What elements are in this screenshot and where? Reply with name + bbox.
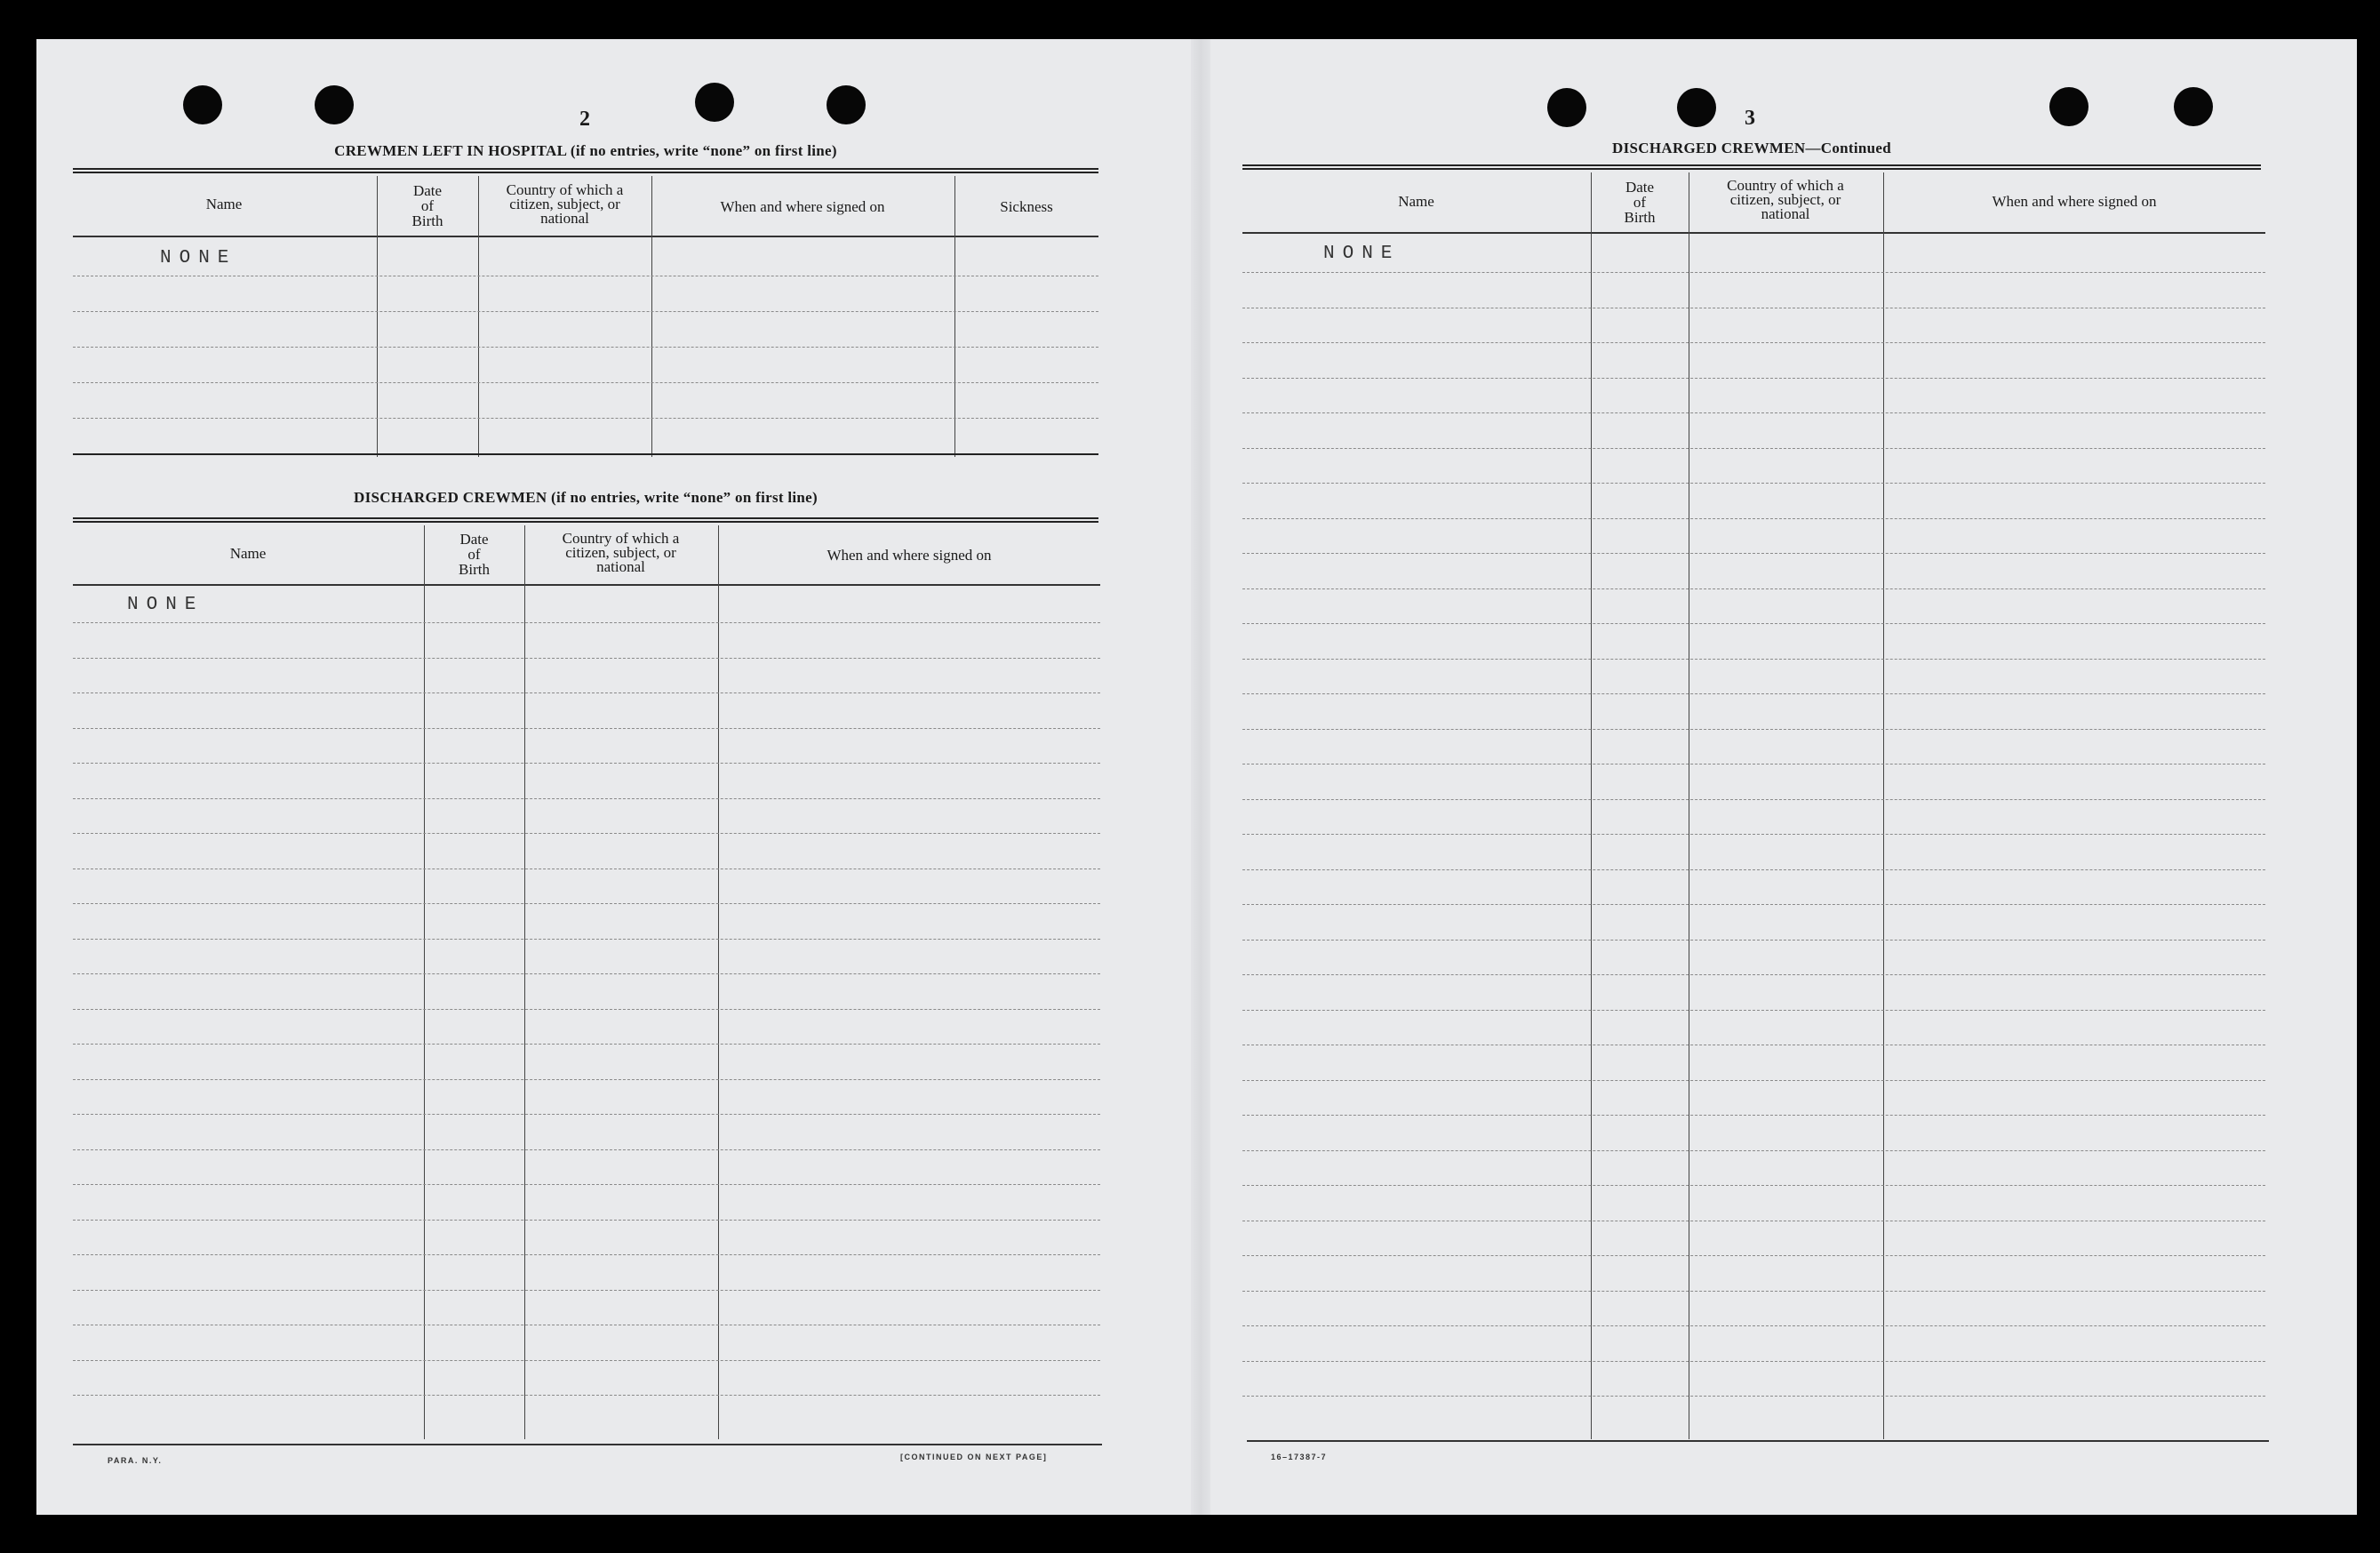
row-line bbox=[73, 1395, 1100, 1396]
row-line bbox=[1242, 1361, 2265, 1362]
right-bottom-rule bbox=[1247, 1440, 2269, 1442]
footer-printer: PARA. N.Y. bbox=[108, 1456, 163, 1465]
row-line bbox=[1242, 659, 2265, 660]
discharged-title-note: (if no entries, write “none” on first line) bbox=[551, 489, 818, 506]
row-line bbox=[1242, 272, 2265, 273]
hospital-col-sickness: Sickness bbox=[1000, 198, 1053, 215]
row-line bbox=[1242, 1291, 2265, 1292]
row-line bbox=[1242, 869, 2265, 870]
row-line bbox=[1242, 1150, 2265, 1151]
row-line bbox=[73, 658, 1100, 659]
hospital-header-top-rule bbox=[73, 168, 1098, 173]
hospital-row-line bbox=[73, 382, 1098, 383]
row-line bbox=[73, 692, 1100, 693]
row-line bbox=[73, 798, 1100, 799]
dob-line: Birth bbox=[411, 212, 443, 229]
dob-line: Date bbox=[412, 182, 443, 199]
discharged-section-title bbox=[73, 489, 1098, 507]
row-line bbox=[1242, 1325, 2265, 1326]
page-number-left: 2 bbox=[579, 108, 590, 131]
punch-hole bbox=[1547, 88, 1586, 127]
right-col-signed: When and where signed on bbox=[1992, 193, 2157, 210]
row-line bbox=[73, 1254, 1100, 1255]
row-line bbox=[73, 1360, 1100, 1361]
row-line bbox=[73, 903, 1100, 904]
discharged-col-dob bbox=[424, 532, 524, 577]
row-line bbox=[73, 728, 1100, 729]
hospital-entry-none: NONE bbox=[160, 248, 237, 268]
row-line bbox=[1242, 588, 2265, 589]
row-line bbox=[1242, 940, 2265, 941]
country-line: national bbox=[540, 210, 589, 227]
hospital-header-bottom-rule bbox=[73, 236, 1098, 237]
row-line bbox=[73, 1184, 1100, 1185]
row-line bbox=[1242, 623, 2265, 624]
row-line bbox=[1242, 693, 2265, 694]
right-header-bottom-rule bbox=[1242, 232, 2265, 234]
discharged-header-top-rule bbox=[73, 517, 1098, 523]
hospital-col-name: Name bbox=[205, 196, 243, 212]
right-col-divider bbox=[1591, 172, 1592, 1439]
right-entry-none: NONE bbox=[1323, 244, 1401, 264]
row-line bbox=[73, 1149, 1100, 1150]
row-line bbox=[73, 1290, 1100, 1291]
dob-line: of bbox=[420, 197, 435, 214]
hospital-title-text: CREWMEN LEFT IN HOSPITAL bbox=[334, 142, 567, 159]
discharged-header-bottom-rule bbox=[73, 584, 1100, 586]
country-line: citizen, subject, or bbox=[509, 196, 620, 212]
right-col-country bbox=[1689, 179, 1882, 221]
footer-continued: [CONTINUED ON NEXT PAGE] bbox=[900, 1453, 1048, 1461]
row-line bbox=[1242, 1080, 2265, 1081]
dob-line: Birth bbox=[459, 561, 490, 578]
right-col-dob bbox=[1591, 180, 1689, 225]
dob-line: Date bbox=[459, 531, 489, 548]
discharged-continued-title: DISCHARGED CREWMEN—Continued bbox=[1612, 140, 1891, 156]
hospital-row-line bbox=[73, 311, 1098, 312]
row-line bbox=[1242, 799, 2265, 800]
country-line: Country of which a bbox=[562, 530, 680, 547]
discharged-bottom-rule bbox=[73, 1444, 1102, 1445]
row-line bbox=[1242, 553, 2265, 554]
row-line bbox=[1242, 412, 2265, 413]
hospital-row-line bbox=[73, 347, 1098, 348]
hospital-row-line bbox=[73, 418, 1098, 419]
row-line bbox=[73, 939, 1100, 940]
row-line bbox=[1242, 518, 2265, 519]
country-line: citizen, subject, or bbox=[565, 544, 676, 561]
hospital-col-dob bbox=[377, 183, 478, 228]
punch-hole bbox=[2174, 87, 2213, 126]
row-line bbox=[73, 622, 1100, 623]
punch-hole bbox=[315, 85, 354, 124]
page-number-right: 3 bbox=[1745, 107, 1755, 130]
row-line bbox=[1242, 342, 2265, 343]
row-line bbox=[1242, 1185, 2265, 1186]
hospital-col-divider bbox=[651, 176, 652, 457]
discharged-col-divider bbox=[524, 525, 525, 1439]
row-line bbox=[73, 1009, 1100, 1010]
row-line bbox=[73, 973, 1100, 974]
row-line bbox=[73, 833, 1100, 834]
dob-line: of bbox=[467, 546, 481, 563]
row-line bbox=[1242, 729, 2265, 730]
row-line bbox=[1242, 1396, 2265, 1397]
discharged-col-divider bbox=[718, 525, 719, 1439]
punch-hole bbox=[2049, 87, 2088, 126]
punch-hole bbox=[1677, 88, 1716, 127]
discharged-entry-none: NONE bbox=[127, 595, 204, 615]
hospital-bottom-rule bbox=[73, 453, 1098, 458]
row-line bbox=[1242, 448, 2265, 449]
dob-line: Date bbox=[1625, 179, 1655, 196]
right-col-name: Name bbox=[1398, 193, 1434, 210]
discharged-col-country bbox=[524, 532, 717, 574]
dob-line: Birth bbox=[1624, 209, 1656, 226]
hospital-col-divider bbox=[478, 176, 479, 457]
row-line bbox=[1242, 1115, 2265, 1116]
punch-hole bbox=[695, 83, 734, 122]
right-header-top-rule bbox=[1242, 164, 2261, 170]
row-line bbox=[73, 763, 1100, 764]
hospital-col-divider bbox=[377, 176, 378, 457]
discharged-col-name: Name bbox=[229, 545, 267, 562]
country-line: Country of which a bbox=[1727, 177, 1844, 194]
row-line bbox=[73, 1044, 1100, 1045]
punch-hole bbox=[827, 85, 866, 124]
hospital-section-title bbox=[73, 142, 1098, 160]
hospital-col-country bbox=[478, 183, 651, 226]
discharged-col-signed: When and where signed on bbox=[827, 547, 992, 564]
row-line bbox=[1242, 483, 2265, 484]
right-col-divider bbox=[1883, 172, 1884, 1439]
hospital-col-signed: When and where signed on bbox=[720, 198, 885, 215]
footer-form-number: 16–17387-7 bbox=[1271, 1453, 1328, 1461]
row-line bbox=[73, 1220, 1100, 1221]
discharged-col-divider bbox=[424, 525, 425, 1439]
country-line: Country of which a bbox=[506, 181, 624, 198]
row-line bbox=[1242, 1255, 2265, 1256]
country-line: national bbox=[1761, 205, 1810, 222]
discharged-title-text: DISCHARGED CREWMEN bbox=[354, 489, 547, 506]
row-line bbox=[73, 1079, 1100, 1080]
dob-line: of bbox=[1633, 194, 1647, 211]
row-line bbox=[1242, 1010, 2265, 1011]
page-fold bbox=[1191, 39, 1210, 1515]
row-line bbox=[1242, 834, 2265, 835]
row-line bbox=[1242, 974, 2265, 975]
row-line bbox=[1242, 904, 2265, 905]
country-line: national bbox=[596, 558, 645, 575]
row-line bbox=[1242, 378, 2265, 379]
hospital-title-note: (if no entries, write “none” on first line) bbox=[570, 142, 837, 159]
row-line bbox=[73, 1114, 1100, 1115]
country-line: citizen, subject, or bbox=[1729, 191, 1841, 208]
hospital-col-divider bbox=[954, 176, 955, 457]
punch-hole bbox=[183, 85, 222, 124]
